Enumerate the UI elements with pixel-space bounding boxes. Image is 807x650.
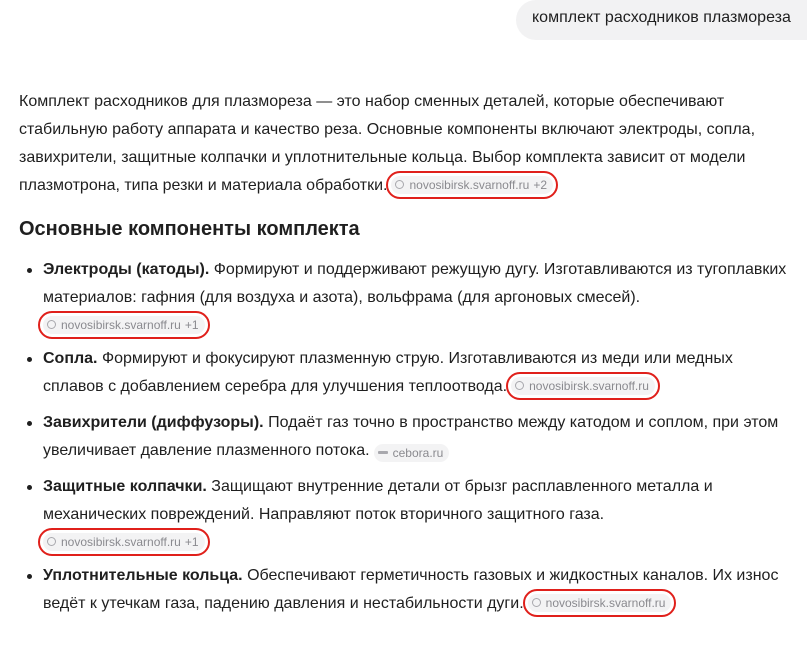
list-item — [19, 256, 789, 337]
globe-icon — [47, 537, 56, 546]
user-query-text: комплект расходников плазмореза — [532, 9, 791, 26]
components-list — [19, 256, 789, 618]
item-text: Подаёт газ точно в пространство между катодом и соплом, при этом увеличивает давление плазменного потока. — [43, 414, 779, 459]
source-domain: novosibirsk.svarnoff.ru — [61, 534, 181, 549]
item-text: Формируют и фокусируют плазменную струю. Изготавливаются из меди или медных сплавов с добавлением серебра для улучшения теплоотвода. — [43, 350, 733, 395]
list-item — [19, 473, 789, 554]
source-domain: novosibirsk.svarnoff.ru — [529, 378, 649, 393]
globe-icon — [532, 598, 541, 607]
list-item — [19, 345, 789, 401]
item-text: Формируют и поддерживают режущую дугу. Изготавливаются из тугоплавких материалов: гафния (для воздуха и азота), вольфрама (для аргоновых смесей). — [43, 261, 787, 306]
user-query-bubble — [516, 0, 807, 40]
source-chip-intro[interactable] — [391, 176, 553, 194]
item-title: Электроды (катоды). — [43, 261, 210, 278]
answer-intro — [19, 88, 789, 200]
source-extra-count: +2 — [533, 177, 547, 192]
list-item — [19, 562, 789, 618]
globe-icon — [515, 381, 524, 390]
globe-icon — [395, 180, 404, 189]
source-domain: novosibirsk.svarnoff.ru — [409, 177, 530, 192]
source-chip[interactable] — [511, 377, 655, 395]
intro-text: Комплект расходников для плазмореза — это набор сменных деталей, которые обеспечивают стабильную работу аппарата и качество реза. Основные компоненты включают электроды, сопла, завихрители, защитные колпачки и уплотнительные кольца. Выбор комплекта зависит от модели плазмотрона, типа резки и материала обработки. — [19, 93, 756, 194]
item-title: Уплотнительные кольца. — [43, 567, 243, 584]
source-chip[interactable] — [43, 316, 205, 334]
source-chip[interactable] — [528, 594, 672, 612]
item-title: Защитные колпачки. — [43, 478, 207, 495]
source-domain: novosibirsk.svarnoff.ru — [545, 595, 666, 610]
source-extra-count: +1 — [184, 317, 199, 332]
source-domain: novosibirsk.svarnoff.ru — [61, 317, 181, 332]
source-extra-count: +1 — [184, 534, 199, 549]
dash-icon — [378, 451, 388, 454]
source-chip[interactable] — [374, 444, 450, 462]
source-chip[interactable] — [43, 533, 205, 551]
list-item — [19, 409, 789, 465]
globe-icon — [47, 320, 56, 329]
source-domain: cebora.ru — [392, 445, 444, 460]
item-text: Защищают внутренние детали от брызг расплавленного металла и механических повреждений. Направляют поток вторичного защитного газа. — [43, 478, 713, 523]
item-title: Сопла. — [43, 350, 98, 367]
answer-content — [19, 88, 789, 626]
item-title: Завихрители (диффузоры). — [43, 414, 264, 431]
section-title: Основные компоненты комплекта — [19, 218, 360, 240]
item-text: Обеспечивают герметичность газовых и жидкостных каналов. Их износ ведёт к утечкам газа, падению давления и нестабильности дуги. — [43, 567, 779, 612]
